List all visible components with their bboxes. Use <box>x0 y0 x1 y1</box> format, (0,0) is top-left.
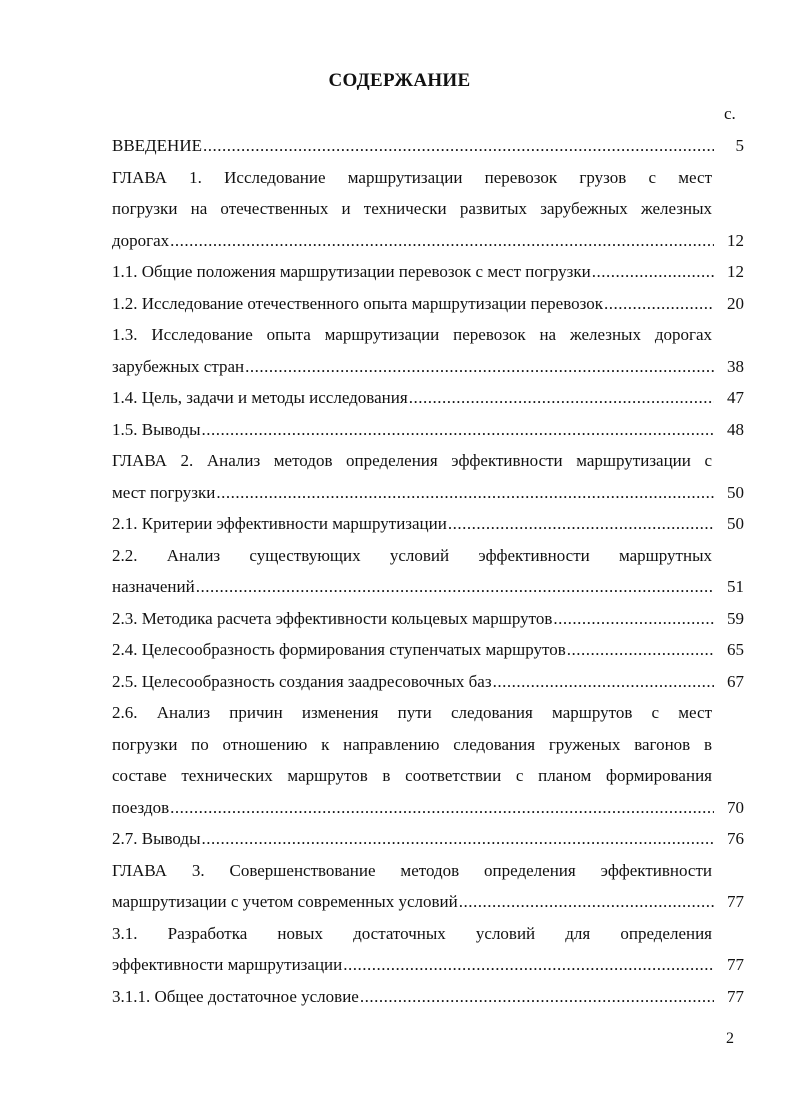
toc-entry[interactable] <box>112 981 744 1013</box>
toc-entry-last-line <box>112 603 744 635</box>
toc-page-number: 77 <box>727 892 744 911</box>
toc-leader-dots <box>360 981 714 1013</box>
toc-entry-text: 2.5. Целесообразность создания заадресовочных баз <box>112 671 492 691</box>
toc-entry[interactable] <box>112 414 744 446</box>
toc-entry-text: поездов <box>112 797 170 817</box>
toc-entry[interactable] <box>112 382 744 414</box>
toc-entry[interactable] <box>112 603 744 635</box>
toc-entry-last-line <box>112 477 744 509</box>
toc-entry-text: 1.2. Исследование отечественного опыта маршрутизации перевозок <box>112 293 604 313</box>
toc-entry[interactable] <box>112 823 744 855</box>
toc-entry-line: погрузки по отношению к направлению следования груженых вагонов в <box>112 734 712 754</box>
toc-entry-line: 2.6. Анализ причин изменения пути следования маршрутов с мест <box>112 703 712 722</box>
page-column-label: с. <box>724 104 736 123</box>
toc-entry-text: назначений <box>112 577 195 596</box>
toc-entry[interactable] <box>112 855 744 918</box>
toc-entry-last-line <box>112 571 744 603</box>
toc-page-number: 48 <box>727 419 744 439</box>
table-of-contents <box>112 130 744 1012</box>
toc-entry[interactable] <box>112 130 744 162</box>
toc-entry-last-line <box>112 351 744 383</box>
toc-entry-text: эффективности маршрутизации <box>112 955 343 974</box>
toc-entry-text: ВВЕДЕНИЕ <box>112 136 202 155</box>
toc-leader-dots <box>592 256 714 288</box>
toc-entry-last-line <box>112 382 744 414</box>
toc-page-number: 50 <box>727 514 744 533</box>
toc-leader-dots <box>448 508 714 540</box>
toc-entry-last-line <box>112 981 744 1013</box>
toc-entry[interactable] <box>112 540 744 603</box>
toc-entry-text: дорогах <box>112 230 170 250</box>
toc-page-number: 5 <box>735 136 744 155</box>
toc-entry-line: погрузки на отечественных и технически развитых зарубежных железных <box>112 199 712 218</box>
toc-entry-text: 1.1. Общие положения маршрутизации перевозок с мест погрузки <box>112 262 591 281</box>
toc-entry[interactable] <box>112 697 744 823</box>
toc-entry[interactable] <box>112 162 744 257</box>
toc-page-number: 59 <box>727 608 744 628</box>
toc-entry-text: мест погрузки <box>112 482 216 502</box>
toc-leader-dots <box>553 603 714 635</box>
toc-entry-last-line <box>112 508 744 540</box>
toc-entry-last-line <box>112 256 744 288</box>
toc-entry-line: ГЛАВА 3. Совершенствование методов определения эффективности <box>112 860 712 880</box>
toc-entry-line: ГЛАВА 1. Исследование маршрутизации перевозок грузов с мест <box>112 167 712 187</box>
toc-page-number: 50 <box>727 482 744 502</box>
toc-leader-dots <box>216 477 714 509</box>
toc-entry-text: зарубежных стран <box>112 356 245 376</box>
toc-entry[interactable] <box>112 288 744 320</box>
toc-entry-last-line <box>112 949 744 981</box>
toc-entry-last-line <box>112 414 744 446</box>
toc-leader-dots <box>170 792 714 824</box>
toc-page-number: 12 <box>727 262 744 281</box>
toc-page-number: 77 <box>727 955 744 974</box>
toc-entry-text: 2.7. Выводы <box>112 829 201 848</box>
toc-entry-last-line <box>112 666 744 698</box>
toc-entry-line: 1.3. Исследование опыта маршрутизации перевозок на железных дорогах <box>112 325 712 344</box>
toc-entry-text: 2.1. Критерии эффективности маршрутизации <box>112 514 447 533</box>
toc-page-number: 51 <box>727 577 744 596</box>
toc-entry-last-line <box>112 634 744 666</box>
toc-entry[interactable] <box>112 634 744 666</box>
toc-leader-dots <box>245 351 714 383</box>
toc-entry[interactable] <box>112 508 744 540</box>
toc-entry-line: 2.2. Анализ существующих условий эффективности маршрутных <box>112 545 712 565</box>
toc-entry[interactable] <box>112 666 744 698</box>
toc-page-number: 65 <box>727 640 744 659</box>
toc-entry-text: 1.4. Цель, задачи и методы исследования <box>112 388 408 407</box>
toc-leader-dots <box>604 288 714 320</box>
toc-leader-dots <box>202 823 714 855</box>
toc-entry-last-line <box>112 886 744 918</box>
toc-page-number: 20 <box>727 293 744 313</box>
toc-page-number: 12 <box>727 230 744 250</box>
toc-page-number: 77 <box>727 986 744 1006</box>
toc-entry-text: маршрутизации с учетом современных условий <box>112 892 458 911</box>
toc-entry-line: 3.1. Разработка новых достаточных условий для определения <box>112 923 712 943</box>
toc-entry-text: 3.1.1. Общее достаточное условие <box>112 986 359 1006</box>
toc-leader-dots <box>493 666 714 698</box>
page-number: 2 <box>726 1030 734 1047</box>
toc-leader-dots <box>196 571 714 603</box>
toc-leader-dots <box>409 382 714 414</box>
toc-leader-dots <box>459 886 714 918</box>
toc-leader-dots <box>202 414 714 446</box>
toc-page-number: 38 <box>727 356 744 376</box>
toc-entry-last-line <box>112 288 744 320</box>
toc-leader-dots <box>343 949 714 981</box>
page-title: СОДЕРЖАНИЕ <box>328 70 471 91</box>
toc-leader-dots <box>203 130 714 162</box>
toc-leader-dots <box>170 225 714 257</box>
toc-page-number: 67 <box>727 671 744 691</box>
toc-entry[interactable] <box>112 445 744 508</box>
toc-entry-last-line <box>112 225 744 257</box>
toc-entry[interactable] <box>112 918 744 981</box>
toc-entry-last-line <box>112 130 744 162</box>
toc-entry-text: 1.5. Выводы <box>112 419 201 439</box>
toc-entry[interactable] <box>112 319 744 382</box>
toc-entry-line: ГЛАВА 2. Анализ методов определения эффективности маршрутизации с <box>112 451 712 470</box>
toc-entry-line: составе технических маршрутов в соответствии с планом формирования <box>112 766 712 785</box>
toc-page-number: 70 <box>727 797 744 817</box>
toc-entry-text: 2.3. Методика расчета эффективности кольцевых маршрутов <box>112 608 553 628</box>
toc-page-number: 47 <box>727 388 744 407</box>
toc-entry-text: 2.4. Целесообразность формирования ступенчатых маршрутов <box>112 640 566 659</box>
toc-leader-dots <box>567 634 714 666</box>
toc-page-number: 76 <box>727 829 744 848</box>
toc-entry-last-line <box>112 792 744 824</box>
toc-entry[interactable] <box>112 256 744 288</box>
toc-entry-last-line <box>112 823 744 855</box>
